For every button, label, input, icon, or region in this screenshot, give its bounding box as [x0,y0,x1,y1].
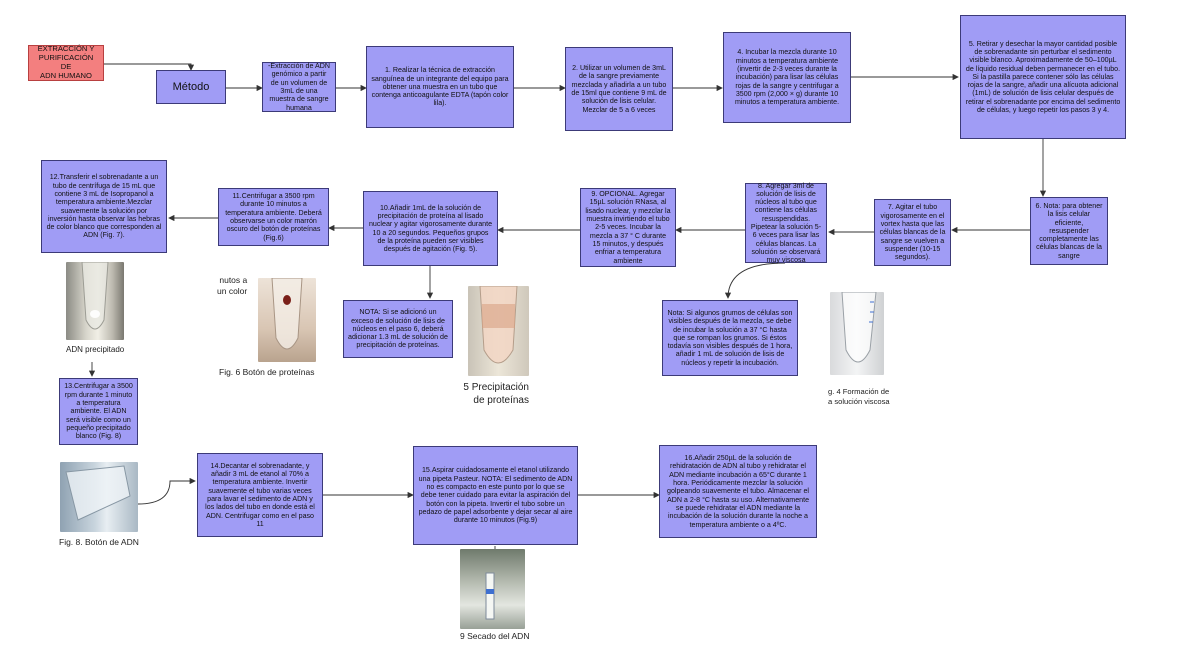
step-1-text: 1. Realizar la técnica de extracción sanguínea de un integrante del equipo para obtener una muestra en un tubo que contenga anticoagulante EDTA (tapón color lila). [371,66,509,108]
caption-fig8: Fig. 8. Botón de ADN [59,537,139,547]
step-5-box [960,15,1126,139]
method-label: Método [172,80,210,93]
step-14-box [197,453,323,537]
note-clumps-box [662,300,798,376]
step-6-box [1030,197,1108,265]
step-10-text: 10.Añadir 1mL de la solución de precipitación de proteína al lisado nuclear y agitar vigorosamente durante 10 a 20 segundos. Pequeños grupos de la proteína pueden ser visibles después de agitación (Fig. 5). [368,203,493,254]
caption-fig6-fragment: nutos a un color [217,275,248,297]
caption-adn-precipitado: ADN precipitado [66,345,125,354]
step-7-text: 7. Agitar el tubo vigorosamente en el vortex hasta que las células blancas de la sangre se vuelven a suspender (10-15 segundos). [879,203,946,262]
step-5-text: 5. Retirar y desechar la mayor cantidad posible de sobrenadante sin perturbar el sedimento visible blanco. Aproximadamente de 50–100µL de líquido residual deben permanecer en el tubo. Si la pastilla parece contener sólo las células rojas de la sangre, añadir una alícuota adicional (1mL) de solución de lisis celular después de retirar el sobrenadante por encima del sedimento de células, y luego repetir los pasos 3 y 4. [965,39,1121,115]
step-16-box [659,445,817,538]
adn-precipitated-photo [66,262,124,340]
caption-fig9: 9 Secado del ADN [460,631,530,641]
tube-icon [258,278,316,362]
step-4-box [723,32,851,123]
step-10-box [363,191,498,266]
tube-icon [60,462,138,532]
fig9-dna-drying-photo [460,549,525,629]
method-box [156,70,226,104]
step-4-text: 4. Incubar la mezcla durante 10 minutos a temperatura ambiente (invertir de 2-3 veces durante la incubación) para lisar las células rojas de la sangre y centrifugar a 3500 rpm (2,000 × g) durante 10 minutos a temperatura ambiente. [734,48,840,107]
arrow-s13-to-s14 [138,481,195,504]
step-2-box [565,47,673,131]
step-11-text: 11.Centrifugar a 3500 rpm durante 10 minutos a temperatura ambiente. Deberá observarse un color marrón oscuro del botón de proteínas (Fig.6) [225,192,322,242]
step-15-text: 15.Aspirar cuidadosamente el etanol utilizando una pipeta Pasteur. NOTA: El sedimento de ADN no es compacto en este punto por lo que se debe tener cuidado para evitar la aspiración del botón con la pipeta. Invertir el tubo sobre un pedazo de papel adsorbente y dejar secar al aire durante 10 minutos (Fig.9) [418,466,573,525]
step-13-text: 13.Centrifugar a 3500 rpm durante 1 minuto a temperatura ambiente. El ADN será visible como un pequeño precipitado blanco (Fig. 8) [64,382,133,441]
tube-icon [66,262,124,340]
fig8-adn-pellet-photo [60,462,138,532]
tube-icon [468,286,529,376]
tube-icon [460,549,525,629]
step-8-text: 8. Agregar 3ml de solución de lisis de núcleos al tubo que contiene las células resuspendidas. Pipetear la solución 5-6 veces para lisar las células blancas. La solución se observará muy viscosa [750,181,822,265]
step-11-box [218,188,329,246]
step-12-box [41,160,167,253]
note-clumps-text: Nota: Si algunos grumos de células son visibles después de la mezcla, se debe de incubar la solución a 37 °C hasta que se rompan los grumos. Si éstos todavía son visibles después de 1 hora, añadir 1 mL de solución de lisis de núcleos y repetir la incubación. [667,308,793,367]
caption-fig6: Fig. 6 Botón de proteínas [219,367,315,377]
fig4-viscous-solution-photo [830,292,884,375]
step-6-text: 6. Nota: para obtener la lisis celular eficiente, resuspender completamente las células blancas de la sangre [1035,201,1103,260]
step-14-text: 14.Decantar el sobrenadante, y añadir 3 mL de etanol al 70% a temperatura ambiente. Invertir suavemente el tubo varias veces para lavar el sedimento de ADN y los lados del tubo en donde está el ADN. Centrifugar como en el paso 11 [205,461,315,528]
caption-fig4: g. 4 Formación de a solución viscosa [828,387,890,407]
caption-fig5: 5 Precipitación de proteínas [463,382,529,406]
fig5-protein-precipitation-photo [468,286,529,376]
diagram-title-box [28,45,104,81]
step-1-box [366,46,514,128]
step-7-box [874,199,951,266]
step-12-text: 12.Transferir el sobrenadante a un tubo de centrífuga de 15 mL que contiene 3 mL de Isopropanol a temperatura ambiente.Mezclar suavemente la solución por inversión hasta observar las hebras de color blanco que corresponden al ADN (Fig. 7). [46,173,162,240]
arrow-s8-to-note [728,263,785,298]
step-9-text: 9. OPCIONAL. Agregar 15µL solución RNasa, al lisado nuclear, y mezclar la muestra invirtiendo el tubo 2-5 veces. Incubar la mezcla a 37 ° C durante 15 minutos, y después enfriar a temperatura ambiente [585,190,671,265]
step-9-box [580,188,676,267]
fig6-protein-pellet-photo [258,278,316,362]
step-0-text: -Extracción de ADN genómico a partir de un volumen de 3mL de una muestra de sangre humana [268,62,330,112]
step-13-box [59,378,138,445]
note-protein-text: NOTA: Si se adicionó un exceso de solución de lisis de núcleos en el paso 6, deberá adicionar 1.3 mL de solución de precipitación de proteínas. [348,308,448,350]
step-2-text: 2. Utilizar un volumen de 3mL de la sangre previamente mezclada y añadirla a un tubo de 15ml que contiene 9 mL de solución de lisis celular. Mezclar de 5 a 6 veces [571,64,667,114]
step-15-box [413,446,578,545]
step-8-box [745,183,827,263]
tube-icon [830,292,884,375]
step-0-box [262,62,336,112]
note-protein-box [343,300,453,358]
diagram-title: EXTRACCIÓN Y PURIFICACIÓN DE ADN HUMANO [37,44,95,80]
step-16-text: 16.Añadir 250µL de la solución de rehidratación de ADN al tubo y rehidratar el ADN mediante incubación a 65°C durante 1 hora. Periódicamente mezclar la solución golpeando suavemente el tubo. Almacenar el ADN a 2-8 °C hasta su uso. Alternativamente se puede rehidratar el ADN mediante la incubación de la solución durante la noche a temperatura ambiente o a 4ºC. [666,454,810,529]
